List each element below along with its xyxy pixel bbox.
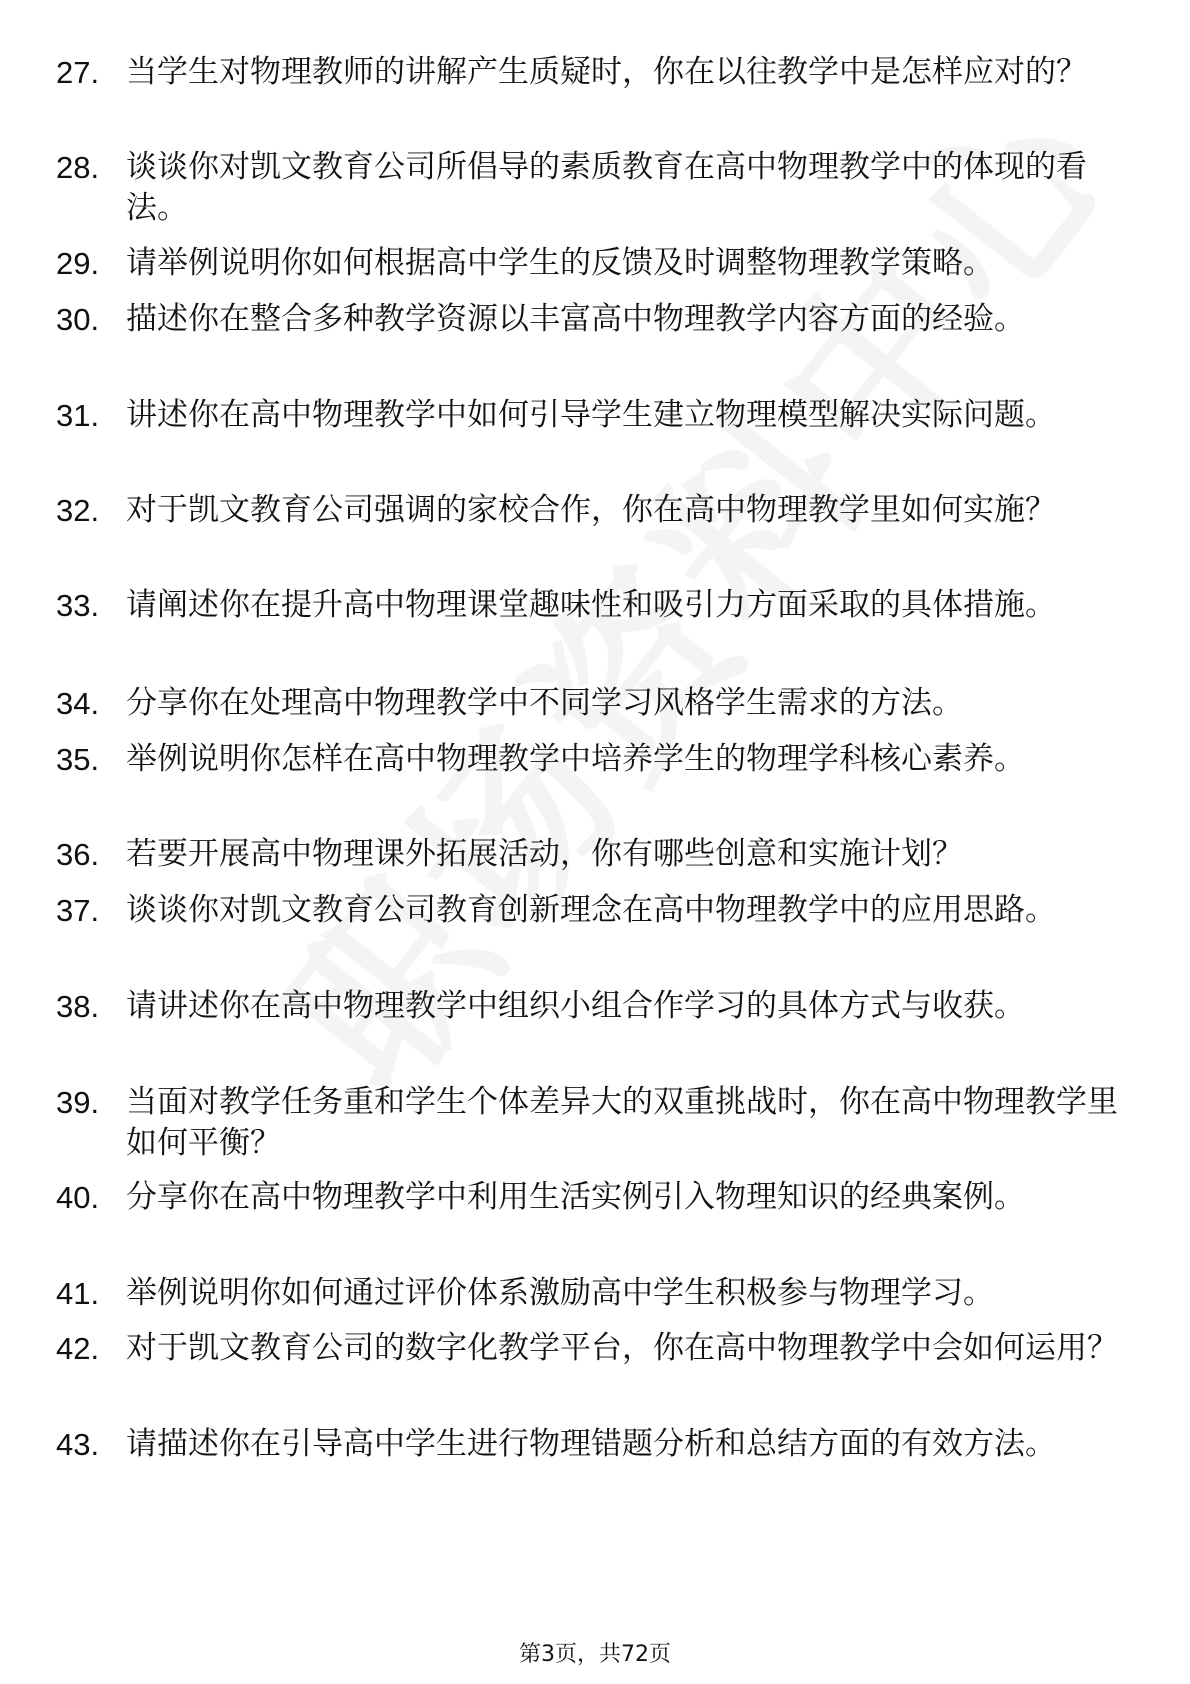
question-item [56, 52, 1136, 93]
question-text: 请讲述你在高中物理教学中组织小组合作学习的具体方式与收获。 [126, 988, 1025, 1024]
question-text: 当面对教学任务重和学生个体差异大的双重挑战时，你在高中物理教学里如何平衡？ [126, 1084, 1118, 1161]
question-item [56, 1082, 1136, 1164]
question-number: 29. [56, 246, 100, 281]
question-item [56, 890, 1136, 931]
question-item [56, 147, 1136, 229]
question-item [56, 739, 1136, 780]
question-number: 37. [56, 893, 100, 928]
question-number: 39. [56, 1085, 100, 1120]
question-number: 32. [56, 493, 100, 528]
question-number: 31. [56, 398, 100, 433]
question-number: 43. [56, 1427, 100, 1462]
question-item [56, 395, 1136, 436]
question-item [56, 585, 1136, 626]
question-text: 请阐述你在提升高中物理课堂趣味性和吸引力方面采取的具体措施。 [126, 587, 1056, 623]
question-number: 38. [56, 989, 100, 1024]
question-text: 举例说明你怎样在高中物理教学中培养学生的物理学科核心素养。 [126, 741, 1025, 777]
question-item [56, 1177, 1136, 1218]
question-text: 谈谈你对凯文教育公司教育创新理念在高中物理教学中的应用思路。 [126, 892, 1056, 928]
question-text: 请举例说明你如何根据高中学生的反馈及时调整物理教学策略。 [126, 245, 994, 281]
question-number: 35. [56, 742, 100, 777]
question-number: 30. [56, 302, 100, 337]
question-number: 41. [56, 1276, 100, 1311]
question-item [56, 1273, 1136, 1314]
question-number: 42. [56, 1331, 100, 1366]
question-item [56, 490, 1136, 531]
question-item [56, 243, 1136, 284]
question-text: 对于凯文教育公司的数字化教学平台，你在高中物理教学中会如何运用？ [126, 1330, 1118, 1366]
question-number: 27. [56, 55, 100, 90]
question-item [56, 834, 1136, 875]
question-item [56, 299, 1136, 340]
question-number: 34. [56, 686, 100, 721]
question-number: 40. [56, 1180, 100, 1215]
question-text: 对于凯文教育公司强调的家校合作，你在高中物理教学里如何实施？ [126, 492, 1056, 528]
question-text: 分享你在处理高中物理教学中不同学习风格学生需求的方法。 [126, 685, 963, 721]
question-text: 描述你在整合多种教学资源以丰富高中物理教学内容方面的经验。 [126, 301, 1025, 337]
question-number: 36. [56, 837, 100, 872]
question-text: 谈谈你对凯文教育公司所倡导的素质教育在高中物理教学中的体现的看法。 [126, 149, 1087, 226]
question-text: 举例说明你如何通过评价体系激励高中学生积极参与物理学习。 [126, 1275, 994, 1311]
question-number: 33. [56, 588, 100, 623]
question-item [56, 1424, 1136, 1465]
question-item [56, 1328, 1136, 1369]
question-item [56, 986, 1136, 1027]
page-footer: 第3页，共72页 [519, 1642, 671, 1667]
question-text: 分享你在高中物理教学中利用生活实例引入物理知识的经典案例。 [126, 1179, 1025, 1215]
question-item [56, 683, 1136, 724]
question-text: 若要开展高中物理课外拓展活动，你有哪些创意和实施计划？ [126, 836, 963, 872]
question-text: 请描述你在引导高中学生进行物理错题分析和总结方面的有效方法。 [126, 1426, 1056, 1462]
question-number: 28. [56, 150, 100, 185]
question-text: 讲述你在高中物理教学中如何引导学生建立物理模型解决实际问题。 [126, 397, 1056, 433]
question-text: 当学生对物理教师的讲解产生质疑时，你在以往教学中是怎样应对的？ [126, 54, 1087, 90]
